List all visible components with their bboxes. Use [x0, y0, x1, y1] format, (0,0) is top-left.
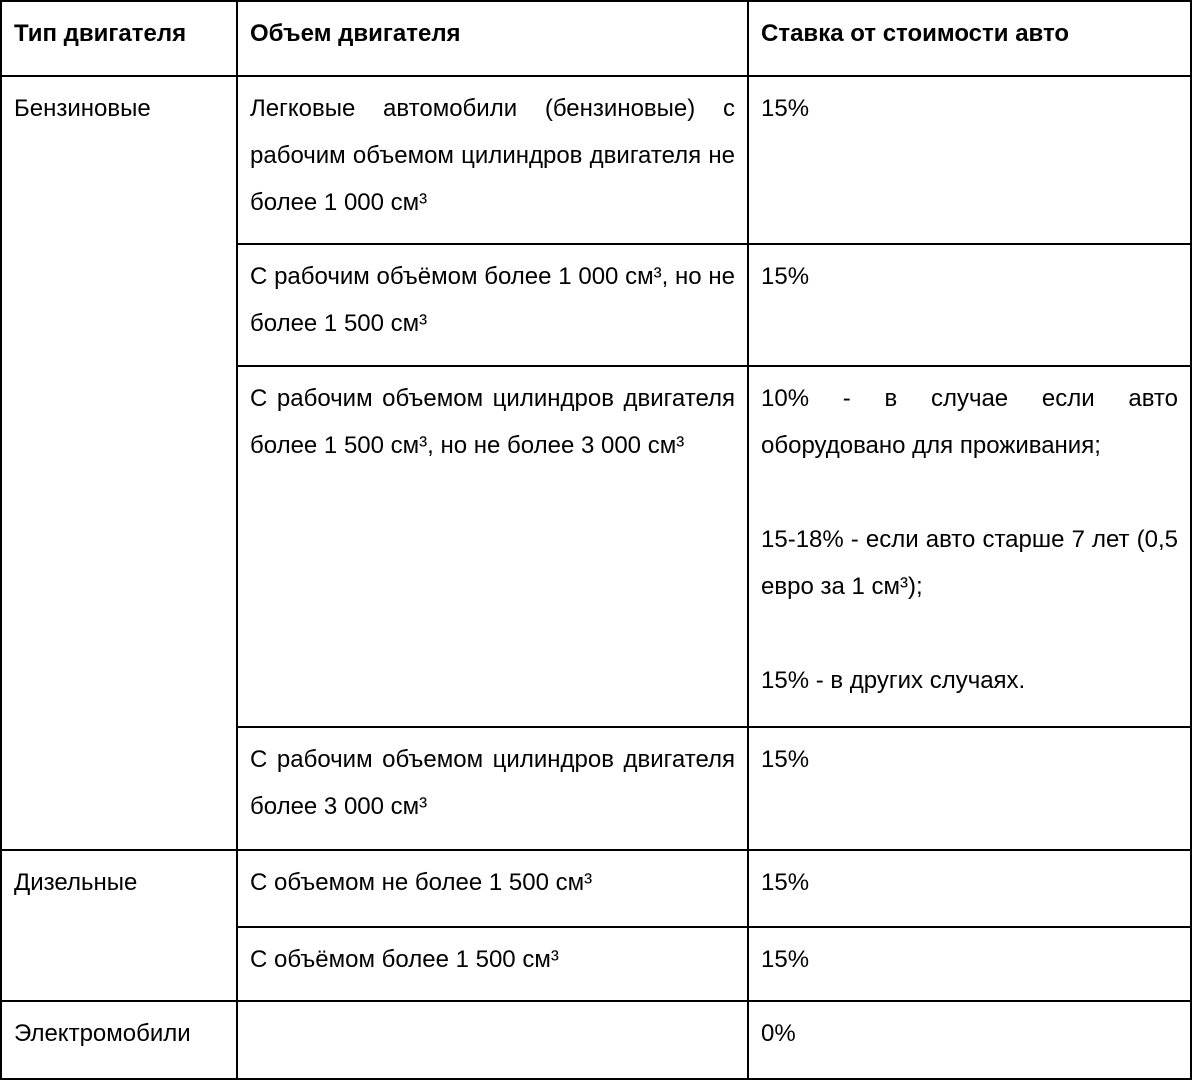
- rate-cell: 15%: [748, 244, 1191, 366]
- header-rate: Ставка от стоимости авто: [748, 1, 1191, 76]
- rate-cell: [748, 366, 1191, 727]
- header-engine-volume: Объем двигателя: [237, 1, 748, 76]
- engine-volume-cell: С объемом не более 1 500 см³: [237, 850, 748, 927]
- rate-line: 15% - в других случаях.: [761, 667, 1026, 694]
- rate-line: 15-18% - если авто старше 7 лет (0,5 евро за 1 см³);: [761, 526, 1178, 600]
- rate-cell: 15%: [748, 727, 1191, 850]
- header-engine-type: Тип двигателя: [1, 1, 237, 76]
- engine-type-cell: Дизельные: [1, 850, 237, 1001]
- engine-volume-cell: С рабочим объемом цилиндров двигателя более 3 000 см³: [237, 727, 748, 850]
- engine-volume-cell: Легковые автомобили (бензиновые) с рабочим объемом цилиндров двигателя не более 1 000 см³: [237, 76, 748, 244]
- engine-volume-cell: [237, 1001, 748, 1079]
- table-row: [1, 76, 1191, 244]
- rate-cell: 15%: [748, 850, 1191, 927]
- rate-cell: 0%: [748, 1001, 1191, 1079]
- rate-cell: 15%: [748, 927, 1191, 1001]
- table-header-row: [1, 1, 1191, 76]
- engine-type-cell: Бензиновые: [1, 76, 237, 850]
- rate-cell: 15%: [748, 76, 1191, 244]
- engine-volume-cell: С рабочим объёмом более 1 000 см³, но не более 1 500 см³: [237, 244, 748, 366]
- table-row: [1, 850, 1191, 927]
- engine-type-cell: Электромобили: [1, 1001, 237, 1079]
- engine-volume-cell: С объёмом более 1 500 см³: [237, 927, 748, 1001]
- engine-volume-cell: С рабочим объемом цилиндров двигателя более 1 500 см³, но не более 3 000 см³: [237, 366, 748, 727]
- rate-line: 10% - в случае если авто оборудовано для проживания;: [761, 385, 1178, 459]
- table-row: [1, 1001, 1191, 1079]
